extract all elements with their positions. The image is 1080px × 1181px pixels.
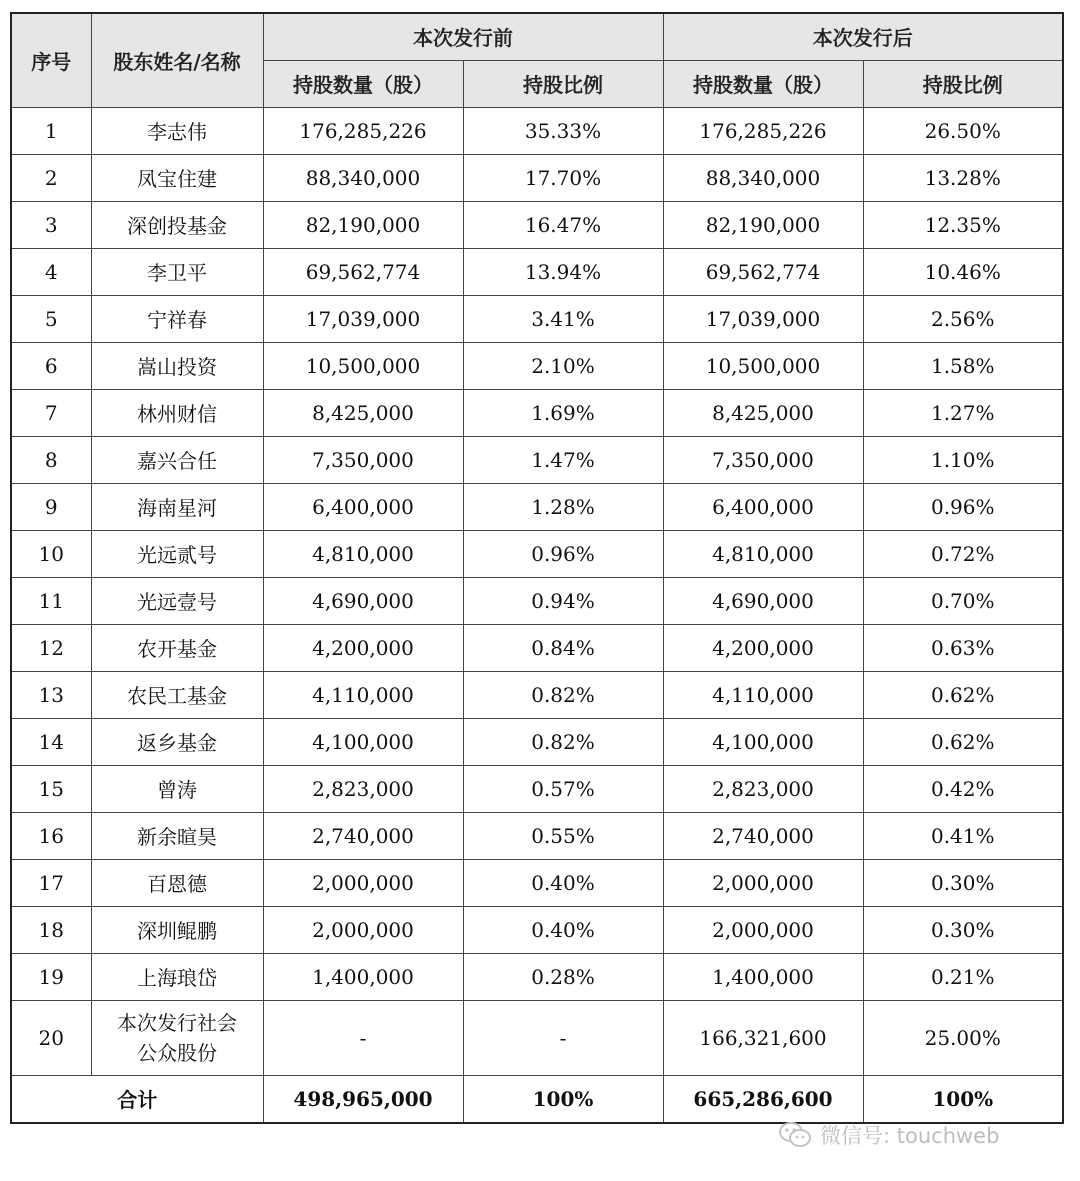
cell-after-ratio: 0.72% bbox=[863, 530, 1063, 577]
cell-after-shares: 88,340,000 bbox=[663, 154, 863, 201]
cell-seq: 12 bbox=[11, 624, 91, 671]
cell-before-ratio: 0.96% bbox=[463, 530, 663, 577]
cell-before-shares: 176,285,226 bbox=[263, 107, 463, 154]
table-row bbox=[11, 154, 1063, 201]
cell-before-shares: 7,350,000 bbox=[263, 436, 463, 483]
cell-name: 凤宝住建 bbox=[91, 154, 263, 201]
cell-before-ratio: - bbox=[463, 1000, 663, 1075]
cell-after-shares: 4,110,000 bbox=[663, 671, 863, 718]
cell-after-ratio: 1.58% bbox=[863, 342, 1063, 389]
cell-before-shares: 6,400,000 bbox=[263, 483, 463, 530]
cell-seq: 19 bbox=[11, 953, 91, 1000]
cell-after-ratio: 10.46% bbox=[863, 248, 1063, 295]
cell-after-shares: 4,100,000 bbox=[663, 718, 863, 765]
table-row bbox=[11, 906, 1063, 953]
cell-before-shares: 2,000,000 bbox=[263, 859, 463, 906]
cell-after-shares: 7,350,000 bbox=[663, 436, 863, 483]
cell-seq: 10 bbox=[11, 530, 91, 577]
cell-before-ratio: 0.55% bbox=[463, 812, 663, 859]
cell-name: 返乡基金 bbox=[91, 718, 263, 765]
wechat-icon bbox=[778, 1121, 812, 1149]
cell-after-ratio: 12.35% bbox=[863, 201, 1063, 248]
cell-seq: 13 bbox=[11, 671, 91, 718]
cell-after-shares: 2,000,000 bbox=[663, 906, 863, 953]
table-row bbox=[11, 671, 1063, 718]
table-row bbox=[11, 389, 1063, 436]
cell-name: 李卫平 bbox=[91, 248, 263, 295]
cell-before-ratio: 13.94% bbox=[463, 248, 663, 295]
cell-before-shares: 4,100,000 bbox=[263, 718, 463, 765]
cell-before-shares: 17,039,000 bbox=[263, 295, 463, 342]
cell-after-shares: 10,500,000 bbox=[663, 342, 863, 389]
cell-after-shares: 82,190,000 bbox=[663, 201, 863, 248]
total-label: 合计 bbox=[11, 1075, 263, 1123]
cell-after-shares: 69,562,774 bbox=[663, 248, 863, 295]
cell-seq: 14 bbox=[11, 718, 91, 765]
cell-before-shares: 10,500,000 bbox=[263, 342, 463, 389]
cell-name-line1: 本次发行社会 bbox=[117, 1010, 237, 1035]
cell-after-ratio: 1.27% bbox=[863, 389, 1063, 436]
table-header bbox=[11, 13, 1063, 107]
table-row bbox=[11, 718, 1063, 765]
header-before-ratio: 持股比例 bbox=[463, 60, 663, 107]
cell-seq: 4 bbox=[11, 248, 91, 295]
table-row bbox=[11, 107, 1063, 154]
table-row bbox=[11, 483, 1063, 530]
cell-after-shares: 4,810,000 bbox=[663, 530, 863, 577]
cell-before-ratio: 17.70% bbox=[463, 154, 663, 201]
cell-seq: 15 bbox=[11, 765, 91, 812]
cell-before-ratio: 1.28% bbox=[463, 483, 663, 530]
cell-before-shares: - bbox=[263, 1000, 463, 1075]
cell-after-ratio: 26.50% bbox=[863, 107, 1063, 154]
cell-before-shares: 2,823,000 bbox=[263, 765, 463, 812]
total-before-ratio: 100% bbox=[463, 1075, 663, 1123]
cell-after-ratio: 25.00% bbox=[863, 1000, 1063, 1075]
cell-name: 深圳鲲鹏 bbox=[91, 906, 263, 953]
cell-before-ratio: 2.10% bbox=[463, 342, 663, 389]
cell-before-ratio: 0.84% bbox=[463, 624, 663, 671]
cell-after-shares: 2,000,000 bbox=[663, 859, 863, 906]
cell-after-ratio: 0.30% bbox=[863, 906, 1063, 953]
cell-after-shares: 176,285,226 bbox=[663, 107, 863, 154]
cell-name: 光远贰号 bbox=[91, 530, 263, 577]
table-row bbox=[11, 812, 1063, 859]
table-row bbox=[11, 295, 1063, 342]
cell-seq: 17 bbox=[11, 859, 91, 906]
cell-after-shares: 166,321,600 bbox=[663, 1000, 863, 1075]
cell-after-ratio: 0.41% bbox=[863, 812, 1063, 859]
cell-before-ratio: 0.82% bbox=[463, 671, 663, 718]
cell-before-ratio: 35.33% bbox=[463, 107, 663, 154]
cell-after-shares: 4,690,000 bbox=[663, 577, 863, 624]
cell-seq: 5 bbox=[11, 295, 91, 342]
cell-before-shares: 4,690,000 bbox=[263, 577, 463, 624]
total-after-shares: 665,286,600 bbox=[663, 1075, 863, 1123]
cell-seq: 8 bbox=[11, 436, 91, 483]
cell-seq: 18 bbox=[11, 906, 91, 953]
cell-after-ratio: 0.21% bbox=[863, 953, 1063, 1000]
cell-after-ratio: 0.63% bbox=[863, 624, 1063, 671]
cell-name: 海南星河 bbox=[91, 483, 263, 530]
header-after-ratio: 持股比例 bbox=[863, 60, 1063, 107]
table-row bbox=[11, 765, 1063, 812]
cell-seq: 3 bbox=[11, 201, 91, 248]
watermark-text: 微信号: touchweb bbox=[820, 1124, 1000, 1148]
cell-after-ratio: 0.96% bbox=[863, 483, 1063, 530]
header-before-shares: 持股数量（股） bbox=[263, 60, 463, 107]
cell-before-ratio: 0.94% bbox=[463, 577, 663, 624]
cell-name: 百恩德 bbox=[91, 859, 263, 906]
cell-name: 曾涛 bbox=[91, 765, 263, 812]
cell-after-shares: 4,200,000 bbox=[663, 624, 863, 671]
cell-after-shares: 1,400,000 bbox=[663, 953, 863, 1000]
header-after-shares: 持股数量（股） bbox=[663, 60, 863, 107]
cell-name: 新余暄昊 bbox=[91, 812, 263, 859]
cell-after-shares: 8,425,000 bbox=[663, 389, 863, 436]
cell-before-shares: 69,562,774 bbox=[263, 248, 463, 295]
cell-before-ratio: 0.40% bbox=[463, 859, 663, 906]
cell-before-ratio: 16.47% bbox=[463, 201, 663, 248]
cell-name: 光远壹号 bbox=[91, 577, 263, 624]
cell-name-line2: 公众股份 bbox=[137, 1040, 217, 1065]
cell-seq: 2 bbox=[11, 154, 91, 201]
table-row bbox=[11, 859, 1063, 906]
cell-after-ratio: 0.30% bbox=[863, 859, 1063, 906]
table-row bbox=[11, 577, 1063, 624]
cell-name: 嵩山投资 bbox=[91, 342, 263, 389]
cell-before-ratio: 3.41% bbox=[463, 295, 663, 342]
cell-before-ratio: 1.47% bbox=[463, 436, 663, 483]
table-row bbox=[11, 342, 1063, 389]
cell-seq: 16 bbox=[11, 812, 91, 859]
cell-after-ratio: 1.10% bbox=[863, 436, 1063, 483]
cell-name: 林州财信 bbox=[91, 389, 263, 436]
table-row bbox=[11, 248, 1063, 295]
cell-after-ratio: 13.28% bbox=[863, 154, 1063, 201]
cell-name: 上海琅岱 bbox=[91, 953, 263, 1000]
cell-seq: 11 bbox=[11, 577, 91, 624]
cell-before-ratio: 0.82% bbox=[463, 718, 663, 765]
cell-seq: 20 bbox=[11, 1000, 91, 1075]
cell-name: 农民工基金 bbox=[91, 671, 263, 718]
cell-after-shares: 2,823,000 bbox=[663, 765, 863, 812]
cell-name: 深创投基金 bbox=[91, 201, 263, 248]
cell-after-shares: 6,400,000 bbox=[663, 483, 863, 530]
table-row bbox=[11, 953, 1063, 1000]
cell-name: 宁祥春 bbox=[91, 295, 263, 342]
cell-name: 李志伟 bbox=[91, 107, 263, 154]
header-before: 本次发行前 bbox=[263, 13, 663, 60]
total-before-shares: 498,965,000 bbox=[263, 1075, 463, 1123]
cell-name: 嘉兴合任 bbox=[91, 436, 263, 483]
cell-before-shares: 82,190,000 bbox=[263, 201, 463, 248]
header-after: 本次发行后 bbox=[663, 13, 1063, 60]
cell-before-ratio: 0.28% bbox=[463, 953, 663, 1000]
table-row-public-offering bbox=[11, 1000, 1063, 1075]
cell-after-ratio: 0.70% bbox=[863, 577, 1063, 624]
cell-after-ratio: 0.42% bbox=[863, 765, 1063, 812]
cell-after-shares: 17,039,000 bbox=[663, 295, 863, 342]
cell-before-shares: 4,200,000 bbox=[263, 624, 463, 671]
cell-after-ratio: 0.62% bbox=[863, 718, 1063, 765]
table-row bbox=[11, 201, 1063, 248]
cell-seq: 6 bbox=[11, 342, 91, 389]
cell-seq: 7 bbox=[11, 389, 91, 436]
cell-after-shares: 2,740,000 bbox=[663, 812, 863, 859]
cell-before-shares: 2,000,000 bbox=[263, 906, 463, 953]
cell-before-ratio: 0.40% bbox=[463, 906, 663, 953]
table-body bbox=[11, 107, 1063, 1123]
table-row bbox=[11, 530, 1063, 577]
header-name: 股东姓名/名称 bbox=[91, 13, 263, 107]
cell-name bbox=[91, 1000, 263, 1075]
cell-seq: 1 bbox=[11, 107, 91, 154]
header-seq: 序号 bbox=[11, 13, 91, 107]
watermark bbox=[778, 1118, 1058, 1152]
cell-before-shares: 1,400,000 bbox=[263, 953, 463, 1000]
table-row bbox=[11, 624, 1063, 671]
table-row bbox=[11, 436, 1063, 483]
cell-after-ratio: 0.62% bbox=[863, 671, 1063, 718]
table-row-total bbox=[11, 1075, 1063, 1123]
cell-name: 农开基金 bbox=[91, 624, 263, 671]
cell-before-shares: 8,425,000 bbox=[263, 389, 463, 436]
cell-before-shares: 2,740,000 bbox=[263, 812, 463, 859]
cell-before-shares: 4,810,000 bbox=[263, 530, 463, 577]
shareholder-table bbox=[10, 12, 1064, 1124]
cell-before-shares: 88,340,000 bbox=[263, 154, 463, 201]
cell-before-ratio: 0.57% bbox=[463, 765, 663, 812]
total-after-ratio: 100% bbox=[863, 1075, 1063, 1123]
cell-before-ratio: 1.69% bbox=[463, 389, 663, 436]
cell-before-shares: 4,110,000 bbox=[263, 671, 463, 718]
cell-seq: 9 bbox=[11, 483, 91, 530]
cell-after-ratio: 2.56% bbox=[863, 295, 1063, 342]
